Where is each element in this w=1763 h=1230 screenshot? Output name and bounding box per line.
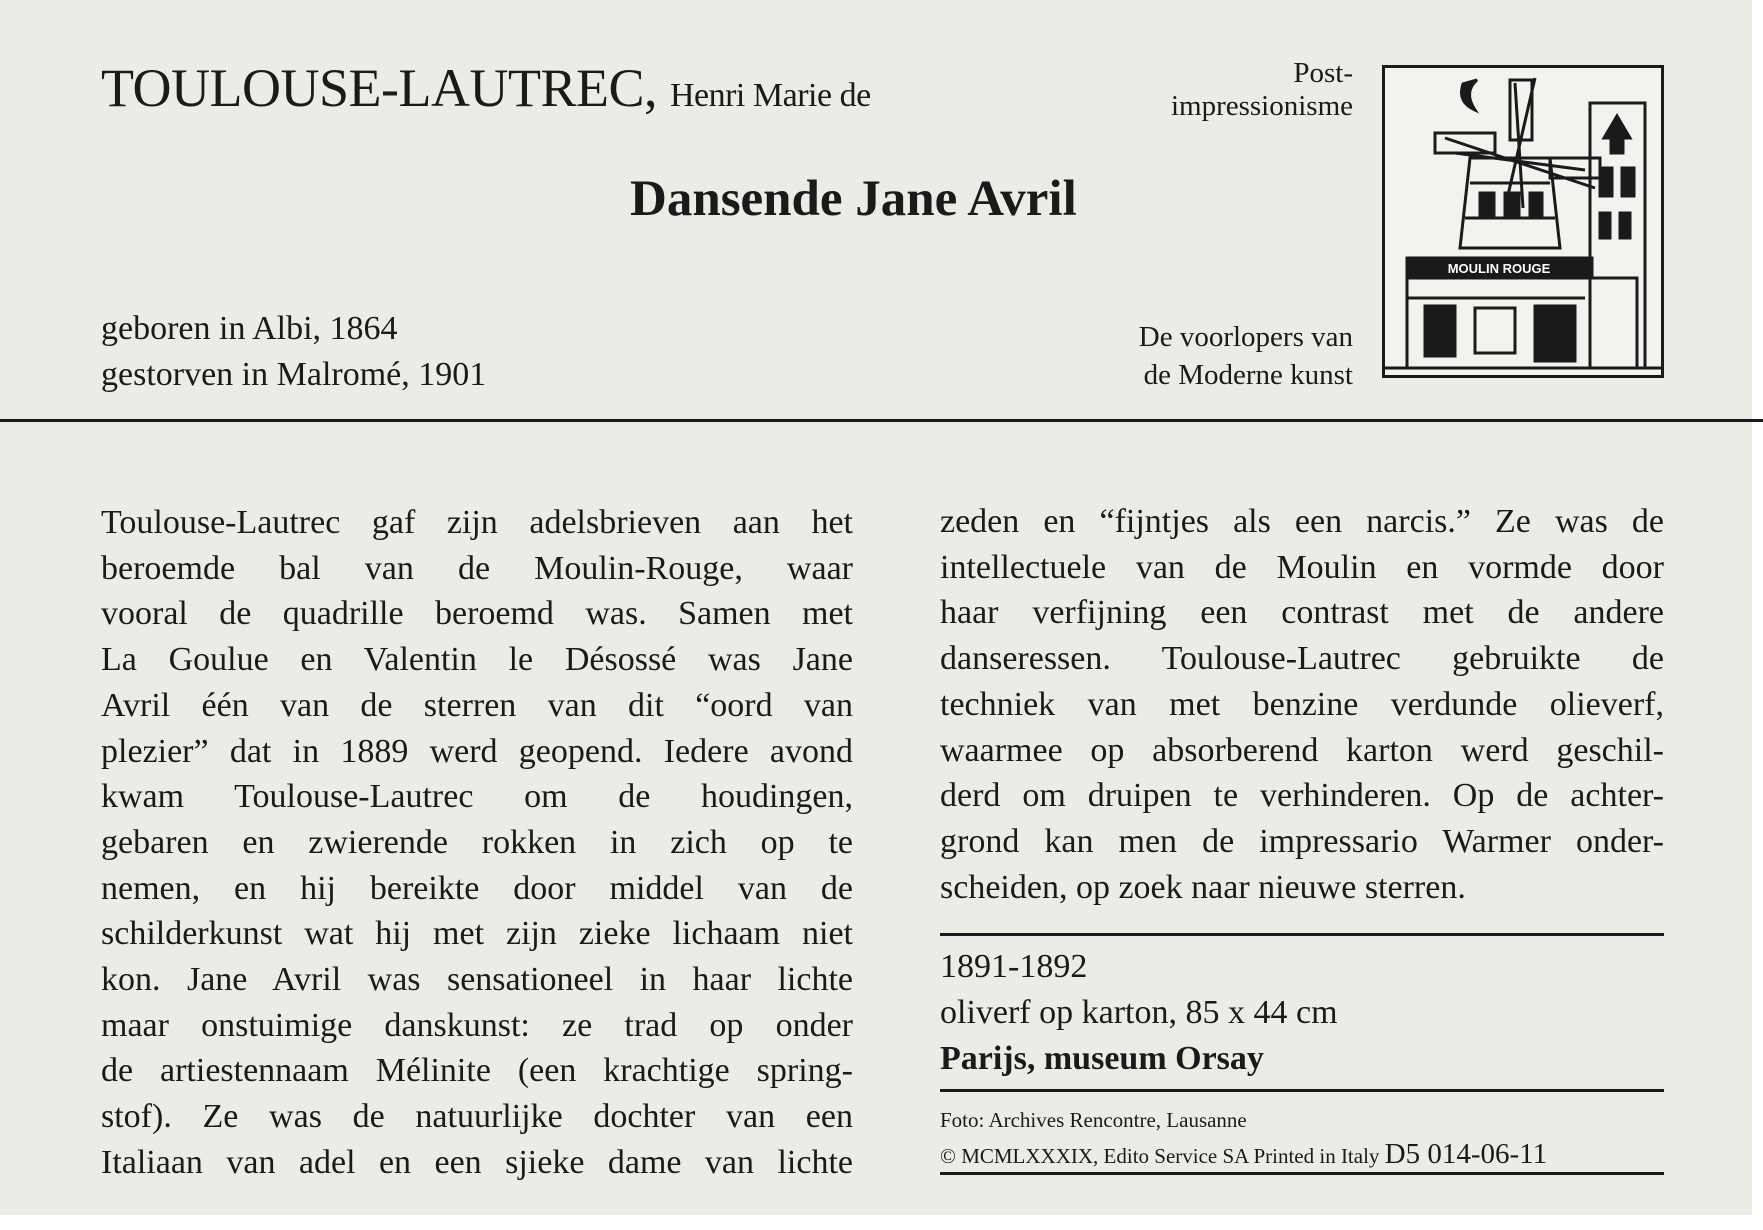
body-text-line: intellectuele van de Moulin en vormde door xyxy=(940,548,1664,586)
body-text-line: techniek van met benzine verdunde olieverf, xyxy=(940,685,1664,723)
body-text-line: de artiestennaam Mélinite (een krachtige spring- xyxy=(101,1052,853,1090)
logo-sign-text: MOULIN ROUGE xyxy=(1447,261,1551,276)
artist-name xyxy=(101,57,871,119)
body-text-line: stof). Ze was de natuurlijke dochter van een xyxy=(101,1098,853,1136)
artwork-date: 1891-1892 xyxy=(940,948,1088,985)
artist-life-dates xyxy=(101,306,486,398)
body-text-line: schilderkunst wat hij met zijn zieke lichaam niet xyxy=(101,915,853,953)
copyright-line xyxy=(940,1138,1547,1171)
body-text-line: vooral de quadrille beroemd was. Samen met xyxy=(101,595,853,633)
body-text-line: derd om druipen te verhinderen. Op de achter- xyxy=(940,777,1664,815)
artwork-medium: oliverf op karton, 85 x 44 cm xyxy=(940,994,1338,1031)
body-text-line: waarmee op absorberend karton werd geschil- xyxy=(940,731,1664,769)
series-label xyxy=(1139,318,1353,394)
movement-line-2: impressionisme xyxy=(1170,90,1353,122)
artwork-location: Parijs, museum Orsay xyxy=(940,1040,1264,1077)
body-text-line: Toulouse-Lautrec gaf zijn adelsbrieven aan het xyxy=(101,504,853,541)
died-line: gestorven in Malromé, 1901 xyxy=(101,356,487,393)
movement-label xyxy=(1171,57,1353,123)
series-line-2: de Moderne kunst xyxy=(1143,359,1353,391)
body-text-line: beroemde bal van de Moulin-Rouge, waar xyxy=(101,549,853,587)
body-text-line: grond kan men de impressario Warmer onder- xyxy=(940,822,1664,860)
body-text-right-column xyxy=(940,499,1664,910)
body-text-line: La Goulue en Valentin le Désossé was Jane xyxy=(101,641,853,679)
card-code: D5 014-06-11 xyxy=(1384,1138,1548,1170)
copyright-text: © MCMLXXXIX, Edito Service SA Printed in Italy xyxy=(940,1144,1380,1168)
body-text-line: scheiden, op zoek naar nieuwe sterren. xyxy=(940,868,1466,906)
body-text-line: Italiaan van adel en een sjieke dame van lichte xyxy=(101,1143,853,1181)
body-text-line: zeden en “fijntjes als een narcis.” Ze was de xyxy=(940,503,1664,540)
movement-line-1: Post- xyxy=(1293,57,1353,89)
photo-credit: Foto: Archives Rencontre, Lausanne xyxy=(940,1108,1247,1132)
artwork-title: Dansende Jane Avril xyxy=(630,171,1077,227)
body-text-line: plezier” dat in 1889 werd geopend. Iedere avond xyxy=(101,732,853,770)
body-text-line: maar onstuimige danskunst: ze trad op onder xyxy=(101,1006,853,1044)
body-text-line: gebaren en zwierende rokken in zich op te xyxy=(101,823,853,861)
body-text-line: danseressen. Toulouse-Lautrec gebruikte de xyxy=(940,640,1664,678)
artist-given-names: Henri Marie de xyxy=(669,77,871,114)
header-divider xyxy=(0,419,1763,422)
body-text-left-column xyxy=(101,500,853,1186)
meta-divider-middle xyxy=(940,1089,1664,1092)
artist-surname: TOULOUSE-LAUTREC, xyxy=(101,58,657,118)
body-text-line: Avril één van de sterren van dit “oord van xyxy=(101,686,853,724)
body-text-line: haar verfijning een contrast met de andere xyxy=(940,594,1664,632)
body-text-line: nemen, en hij bereikte door middel van de xyxy=(101,869,853,907)
meta-divider-top xyxy=(940,933,1664,936)
body-text-line: kon. Jane Avril was sensationeel in haar lichte xyxy=(101,961,853,999)
series-line-1: De voorlopers van xyxy=(1138,321,1353,353)
meta-divider-bottom xyxy=(940,1172,1664,1175)
body-text-line: kwam Toulouse-Lautrec om de houdingen, xyxy=(101,778,853,816)
born-line: geboren in Albi, 1864 xyxy=(101,310,398,347)
moulin-rouge-windmill-icon xyxy=(1382,65,1664,378)
